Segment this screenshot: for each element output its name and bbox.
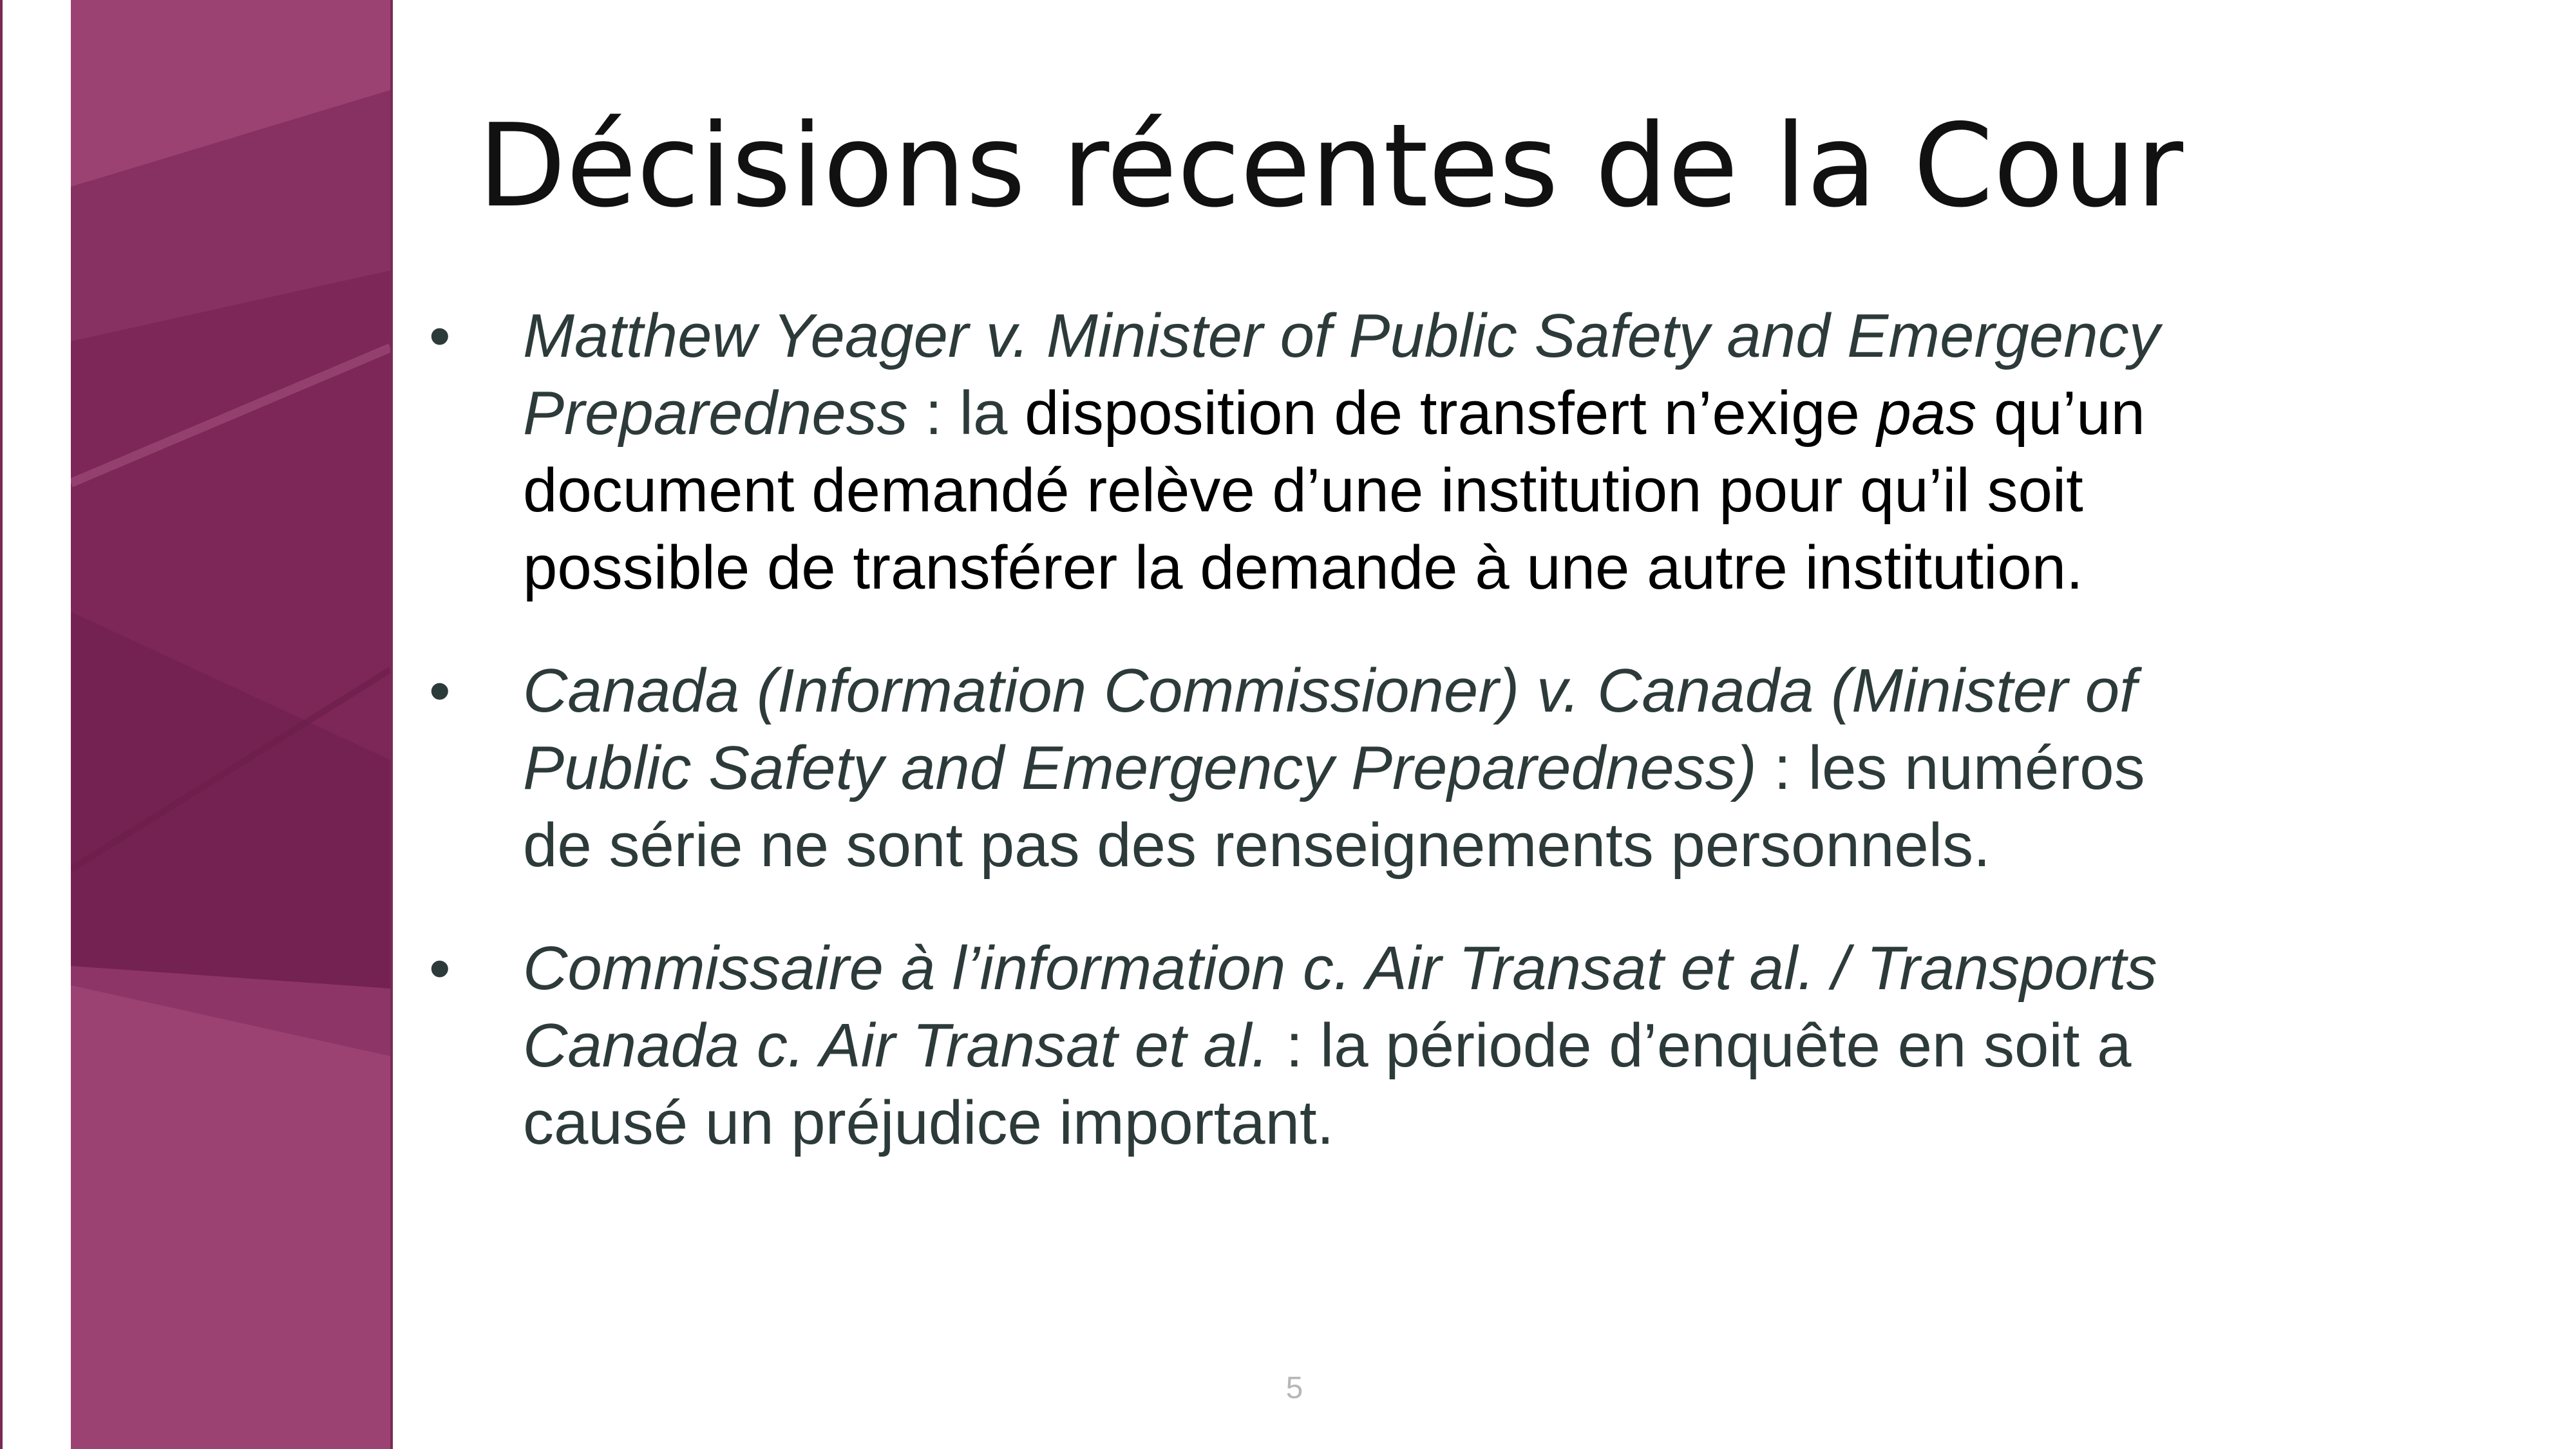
- slide-title: Décisions récentes de la Cour: [478, 99, 2184, 232]
- emphasis-text: pas: [1877, 379, 1977, 448]
- bullet-text: disposition de transfert n’exige: [1025, 379, 1877, 448]
- bullet-marker: •: [429, 656, 451, 725]
- bullet-item-information-commissioner: [425, 652, 2164, 884]
- bullet-item-yeager: [425, 298, 2164, 607]
- bullet-marker: •: [429, 301, 451, 370]
- bullet-item-air-transat: [425, 930, 2164, 1162]
- bullet-text: : les numéros de série ne sont pas des renseignements personnels.: [523, 734, 2145, 880]
- case-name: Commissaire à l’information c. Air Transat et al. / Transports Canada c. Air Transat et al.: [523, 934, 2157, 1080]
- bullet-marker: •: [429, 934, 451, 1003]
- side-band-graphic: [71, 0, 390, 1449]
- slide-left-border: [0, 0, 3, 1449]
- bullet-text: : la période d’enquête en soit a causé un préjudice important.: [523, 1011, 2132, 1157]
- page-number: 5: [1285, 1371, 1303, 1405]
- bullet-text: : la: [907, 379, 1025, 448]
- case-name: Matthew Yeager v. Minister of Public Safety and Emergency Preparedness: [523, 301, 2160, 448]
- decorative-side-band: [71, 0, 393, 1449]
- bullet-text: qu’un document demandé relève d’une institution pour qu’il soit possible de transférer la demande à une autre institution.: [523, 379, 2145, 602]
- case-name: Canada (Information Commissioner) v. Canada (Minister of Public Safety and Emergency Preparedness): [523, 656, 2137, 802]
- bullet-list: [425, 298, 2164, 1162]
